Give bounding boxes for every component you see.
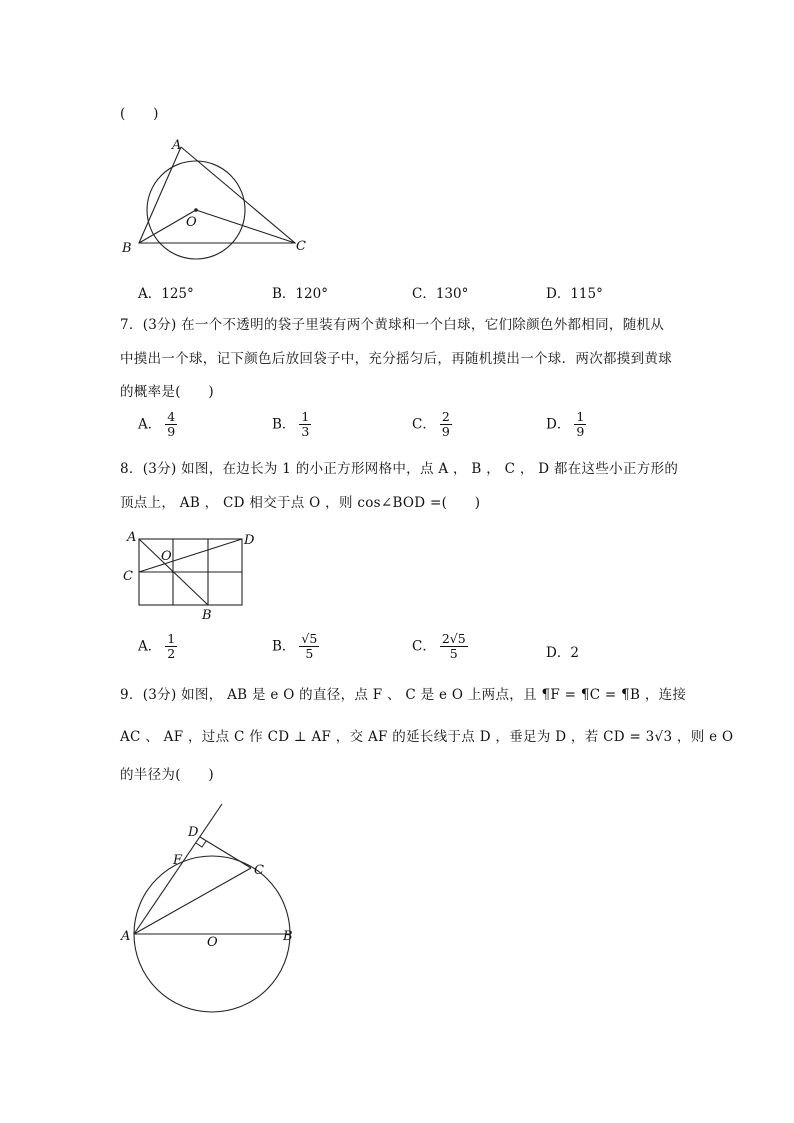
q8-option-b-letter: B． <box>272 638 296 655</box>
q9-label-f: F <box>173 853 183 868</box>
q9-ray-ad <box>134 804 222 934</box>
q8-option-a-fraction <box>165 632 177 662</box>
q9-figure <box>118 800 308 1015</box>
q7-option-a-numerator: 4 <box>167 409 176 424</box>
q7-option-a-fraction <box>165 410 177 440</box>
q6-option-a-letter: A． <box>138 286 162 302</box>
q8-option-b-denominator: 5 <box>305 646 314 662</box>
q7-option-c-letter: C． <box>412 416 436 433</box>
q6-option-a-text: 125° <box>161 286 194 302</box>
q8-text-line-1: 8．(3分) 如图，在边长为 1 的小正方形网格中，点 A ， B ， C ， D 都在这些小正方形的 <box>120 461 679 477</box>
q7-option-c-denominator: 9 <box>441 424 450 440</box>
q6-center-dot <box>194 208 198 212</box>
question-6-answer-paren: ( ) <box>120 106 159 122</box>
q6-segment-oc <box>196 210 295 243</box>
q7-text-line-1: 7．(3分) 在一个不透明的袋子里装有两个黄球和一个白球，它们除颜色外都相同，随机从 <box>120 317 665 333</box>
q8-label-o: O <box>161 549 172 564</box>
q6-option-c[interactable] <box>412 282 468 302</box>
q9-right-angle-mark <box>196 841 206 847</box>
q8-option-c-numerator: 2√5 <box>441 631 466 646</box>
q8-figure <box>118 526 268 626</box>
q8-option-c-fraction <box>440 632 468 662</box>
q9-label-c: C <box>254 863 264 878</box>
q7-text-line-2: 中摸出一个球，记下颜色后放回袋子中，充分摇匀后，再随机摸出一个球．两次都摸到黄球 <box>120 351 672 367</box>
q6-figure <box>118 132 318 264</box>
q7-option-b-letter: B． <box>272 416 296 433</box>
q9-segment-ac <box>134 868 251 934</box>
q8-option-d[interactable] <box>546 641 579 661</box>
q8-option-b-fraction <box>299 632 319 662</box>
q7-option-a-letter: A． <box>138 416 162 433</box>
q7-option-d-letter: D． <box>546 416 571 433</box>
q7-option-c[interactable] <box>412 410 452 440</box>
q6-option-c-letter: C． <box>412 286 436 302</box>
q8-option-a-numerator: 1 <box>167 631 176 646</box>
q6-option-a[interactable] <box>138 282 194 302</box>
q6-label-a: A <box>172 138 182 153</box>
q6-option-d-text: 115° <box>570 286 603 302</box>
q7-option-d[interactable] <box>546 410 586 440</box>
q8-label-d: D <box>244 533 255 548</box>
q9-label-d: D <box>188 825 199 840</box>
q6-option-b-letter: B． <box>272 286 296 302</box>
q7-option-d-denominator: 9 <box>576 424 585 440</box>
q7-option-a-denominator: 9 <box>167 424 176 440</box>
q6-label-o: O <box>186 215 197 230</box>
q9-text-line-2: AC 、 AF ，过点 C 作 CD ⊥ AF ，交 AF 的延长线于点 D ，垂足为 D ，若 CD = 3√3 ，则 e O <box>120 729 734 745</box>
q8-segment-cd <box>139 539 242 572</box>
q6-label-c: C <box>296 239 306 254</box>
q7-option-b-numerator: 1 <box>301 409 310 424</box>
q8-option-d-text: 2 <box>570 645 579 661</box>
q6-option-d[interactable] <box>546 282 603 302</box>
q8-text-line-2: 顶点上， AB ， CD 相交于点 O ，则 cos∠BOD =( ) <box>120 495 481 511</box>
q7-text-line-3: 的概率是( ) <box>120 384 214 400</box>
q9-label-b: B <box>283 929 293 944</box>
q8-label-b: B <box>202 608 212 623</box>
q7-option-b-fraction <box>299 410 311 440</box>
q8-option-c-letter: C． <box>412 638 436 655</box>
q8-label-c: C <box>123 569 133 584</box>
q8-option-c-denominator: 5 <box>449 646 458 662</box>
q8-option-b-numerator: √5 <box>301 631 318 646</box>
q7-option-d-fraction <box>574 410 586 440</box>
q7-option-c-numerator: 2 <box>441 409 450 424</box>
q8-option-d-letter: D． <box>546 645 571 661</box>
q6-option-d-letter: D． <box>546 286 571 302</box>
q6-option-b-text: 120° <box>295 286 328 302</box>
q7-option-c-fraction <box>440 410 452 440</box>
q9-text-line-3: 的半径为( ) <box>120 767 214 783</box>
q8-label-a: A <box>127 530 137 545</box>
q9-label-o: O <box>207 935 218 950</box>
q6-triangle <box>139 147 295 243</box>
q9-text-line-1: 9．(3分) 如图， AB 是 e O 的直径，点 F 、 C 是 e O 上两点，且 ¶F = ¶C = ¶B ，连接 <box>120 687 687 703</box>
q8-option-b[interactable] <box>272 632 319 662</box>
q9-segment-dc <box>200 837 251 868</box>
q6-option-c-text: 130° <box>435 286 469 302</box>
q7-option-b[interactable] <box>272 410 311 440</box>
q7-option-d-numerator: 1 <box>576 409 585 424</box>
q8-option-c[interactable] <box>412 632 468 662</box>
q9-label-a: A <box>121 929 131 944</box>
q8-option-a-letter: A． <box>138 638 162 655</box>
q8-option-a-denominator: 2 <box>167 646 176 662</box>
q7-option-a[interactable] <box>138 410 177 440</box>
q6-label-b: B <box>122 241 132 256</box>
q8-option-a[interactable] <box>138 632 177 662</box>
q7-option-b-denominator: 3 <box>301 424 310 440</box>
q6-option-b[interactable] <box>272 282 328 302</box>
